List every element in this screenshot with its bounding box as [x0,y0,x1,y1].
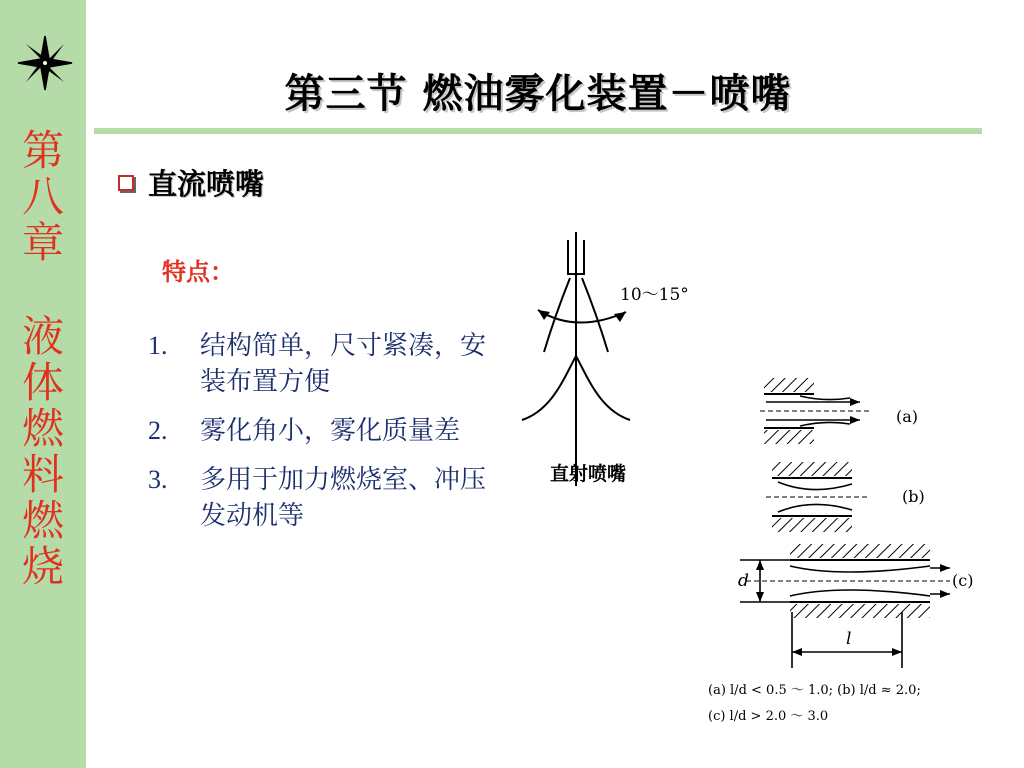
list-item-text: 结构简单，尺寸紧凑，安装布置方便 [200,331,487,397]
figure-label-a: (a) [896,407,919,426]
list-item-number: 2. [148,416,168,445]
ratio-formula-line2: (c) l/d > 2.0 ～ 3.0 [708,709,829,724]
compass-star-icon [17,35,73,91]
feature-list [148,328,503,547]
chapter-title-vertical [0,128,86,590]
list-item [148,328,503,400]
square-bullet-icon [118,175,134,191]
spray-angle-label: 10～15° [620,285,689,305]
dimension-l-label: l [846,629,852,649]
direct-jet-nozzle-figure [514,228,724,490]
orifice-types-figure [700,372,1000,732]
chapter-name: 液体燃料燃烧 [21,312,64,591]
figure-caption: 直射喷嘴 [550,463,627,485]
list-item-text: 雾化角小，雾化质量差 [200,416,461,446]
figure-label-c: (c) [952,571,974,590]
figure-label-b: (b) [902,487,925,506]
slide-title: 第三节 燃油雾化装置－喷嘴 [284,71,792,117]
ratio-formula-line1: (a) l/d < 0.5 ～ 1.0; (b) l/d ≈ 2.0; [708,683,921,698]
list-item [148,413,503,449]
dimension-d-label: d [738,571,749,591]
chapter-number: 第八章 [21,126,64,267]
sidebar [0,0,86,768]
list-item-text: 多用于加力燃烧室、冲压发动机等 [200,465,487,531]
title-divider [94,128,982,134]
list-item [148,462,503,534]
list-item-number: 3. [148,465,168,494]
list-item-number: 1. [148,331,168,360]
section-heading-text: 直流喷嘴 [148,167,265,201]
features-label: 特点： [162,258,234,286]
section-heading [118,162,264,203]
